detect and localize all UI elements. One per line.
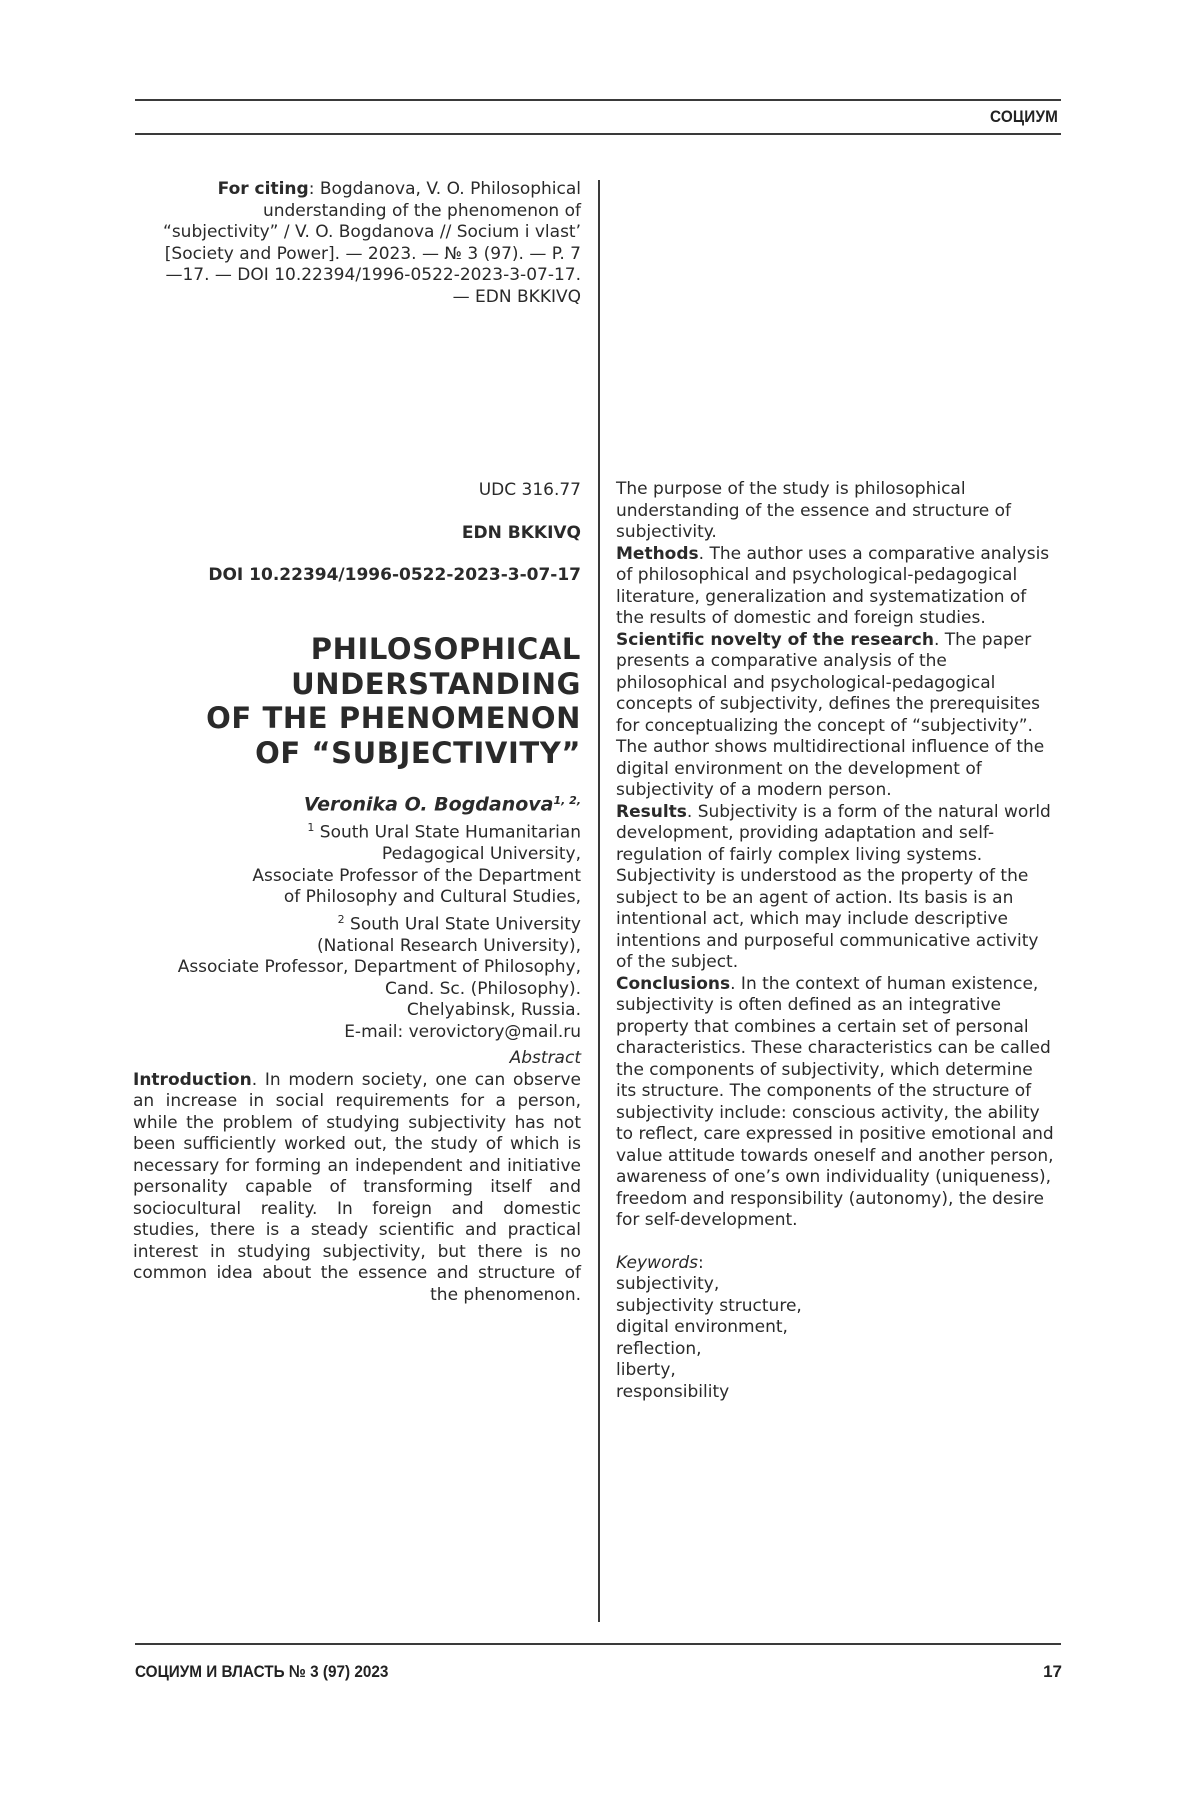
methods-paragraph bbox=[616, 544, 1058, 630]
abstract-label: Abstract bbox=[133, 1048, 581, 1070]
keyword-item: digital environment, bbox=[616, 1317, 1058, 1339]
citation-text: : Bogdanova, V. O. Philosophical understanding of the phenomenon of “subjectivity” / V. O. Bogdanova // Socium i vlast’ [Society and Power]. — 2023. — № 3 (97). — P. 7—17. — DOI 10.22394/1996-0522-2023-3-07-17. — EDN BKKIVQ bbox=[163, 179, 581, 307]
page-number: 17 bbox=[1043, 1662, 1062, 1682]
author-block bbox=[81, 790, 581, 1043]
author-name: Veronika O. Bogdanova bbox=[304, 794, 554, 816]
udc-code: UDC 316.77 bbox=[81, 480, 581, 502]
edn-code: EDN BKKIVQ bbox=[81, 523, 581, 545]
keyword-item: liberty, bbox=[616, 1360, 1058, 1382]
results-paragraph bbox=[616, 802, 1058, 974]
affiliation-line: Pedagogical University, bbox=[81, 844, 581, 866]
purpose-paragraph: The purpose of the study is philosophical understanding of the essence and structure of subjectivity. bbox=[616, 479, 1058, 544]
title-line: OF “SUBJECTIVITY” bbox=[81, 736, 581, 771]
header-rule-top bbox=[135, 99, 1061, 101]
methods-text: . The author uses a comparative analysis of philosophical and psychological-pedagogical literature, generalization and systematization of the results of domestic and foreign studies. bbox=[616, 544, 1049, 629]
results-text: . Subjectivity is a form of the natural world development, providing adaptation and self-regulation of fairly complex living systems. Subjectivity is understood as the property of the subject to be an agent of action. Its basis is an intentional act, which may include descriptive intentions and purposeful communicative activity of the subject. bbox=[616, 802, 1051, 973]
keyword-item: reflection, bbox=[616, 1339, 1058, 1361]
affiliation-line: Chelyabinsk, Russia. bbox=[81, 1000, 581, 1022]
affiliation-line: of Philosophy and Cultural Studies, bbox=[81, 887, 581, 909]
citation-label: For citing bbox=[218, 179, 309, 199]
keyword-item: subjectivity structure, bbox=[616, 1296, 1058, 1318]
conclusions-label: Conclusions bbox=[616, 974, 730, 994]
article-meta bbox=[81, 480, 581, 608]
footer-journal-issue: СОЦИУМ И ВЛАСТЬ № 3 (97) 2023 bbox=[135, 1662, 388, 1682]
citation-block bbox=[151, 179, 581, 308]
abstract-continued bbox=[616, 479, 1058, 1403]
header-rule-bottom bbox=[135, 133, 1061, 135]
conclusions-paragraph bbox=[616, 974, 1058, 1232]
affiliation-line: (National Research University), bbox=[81, 936, 581, 958]
title-line: OF THE PHENOMENON bbox=[81, 701, 581, 736]
novelty-label: Scientific novelty of the research bbox=[616, 630, 934, 650]
title-line: UNDERSTANDING bbox=[81, 667, 581, 702]
author-email: E-mail: verovictory@mail.ru bbox=[81, 1022, 581, 1044]
introduction-text: . In modern society, one can observe an increase in social requirements for a person, while the problem of studying subjectivity has not been sufficiently worked out, the study of which is necessary for forming an independent and initiative personality capable of transforming itself and sociocultural reality. In foreign and domestic studies, there is a steady scientific and practical interest in studying subjectivity, but there is no common idea about the essence and structure of the phenomenon. bbox=[133, 1070, 581, 1305]
affiliation-line: South Ural State University bbox=[350, 914, 581, 934]
affiliation-line: Associate Professor, Department of Philosophy, bbox=[81, 957, 581, 979]
title-line: PHILOSOPHICAL bbox=[81, 632, 581, 667]
results-label: Results bbox=[616, 802, 687, 822]
novelty-text: . The paper presents a comparative analysis of the philosophical and psychological-pedagogical concepts of subjectivity, defines the prerequisites for conceptualizing the concept of “subjectivity”. The author shows multidirectional influence of the digital environment on the development of subjectivity of a modern person. bbox=[616, 630, 1044, 801]
column-divider bbox=[598, 180, 600, 1622]
keyword-item: subjectivity, bbox=[616, 1274, 1058, 1296]
footer-rule bbox=[135, 1643, 1061, 1645]
keywords-block: Keywords: subjectivity, subjectivity structure, digital environment, reflection, liberty, responsibility bbox=[616, 1253, 1058, 1404]
affiliation-2-number: 2 bbox=[338, 913, 345, 926]
novelty-paragraph bbox=[616, 630, 1058, 802]
article-title bbox=[81, 632, 581, 770]
author-affiliation-marks: 1, 2, bbox=[554, 794, 582, 807]
keyword-item: responsibility bbox=[616, 1382, 1058, 1404]
conclusions-text: . In the context of human existence, subjectivity is often defined as an integrative property that combines a certain set of personal characteristics. These characteristics can be called the components of subjectivity, which determine its structure. The components of the structure of subjectivity include: conscious activity, the ability to reflect, care expressed in positive emotional and value attitude towards oneself and another person, awareness of one’s own individuality (uniqueness), freedom and responsibility (autonomy), the desire for self-development. bbox=[616, 974, 1054, 1231]
introduction-paragraph bbox=[133, 1070, 581, 1307]
affiliation-1-number: 1 bbox=[307, 821, 314, 834]
doi-code: DOI 10.22394/1996-0522-2023-3-07-17 bbox=[81, 565, 581, 587]
affiliation-line: South Ural State Humanitarian bbox=[320, 823, 581, 843]
methods-label: Methods bbox=[616, 544, 699, 564]
affiliation-line: Associate Professor of the Department bbox=[81, 866, 581, 888]
introduction-label: Introduction bbox=[133, 1070, 252, 1090]
abstract-intro bbox=[133, 1048, 581, 1306]
running-header: СОЦИУМ bbox=[990, 107, 1058, 127]
affiliation-line: Cand. Sc. (Philosophy). bbox=[81, 979, 581, 1001]
keywords-label: Keywords bbox=[616, 1253, 698, 1273]
